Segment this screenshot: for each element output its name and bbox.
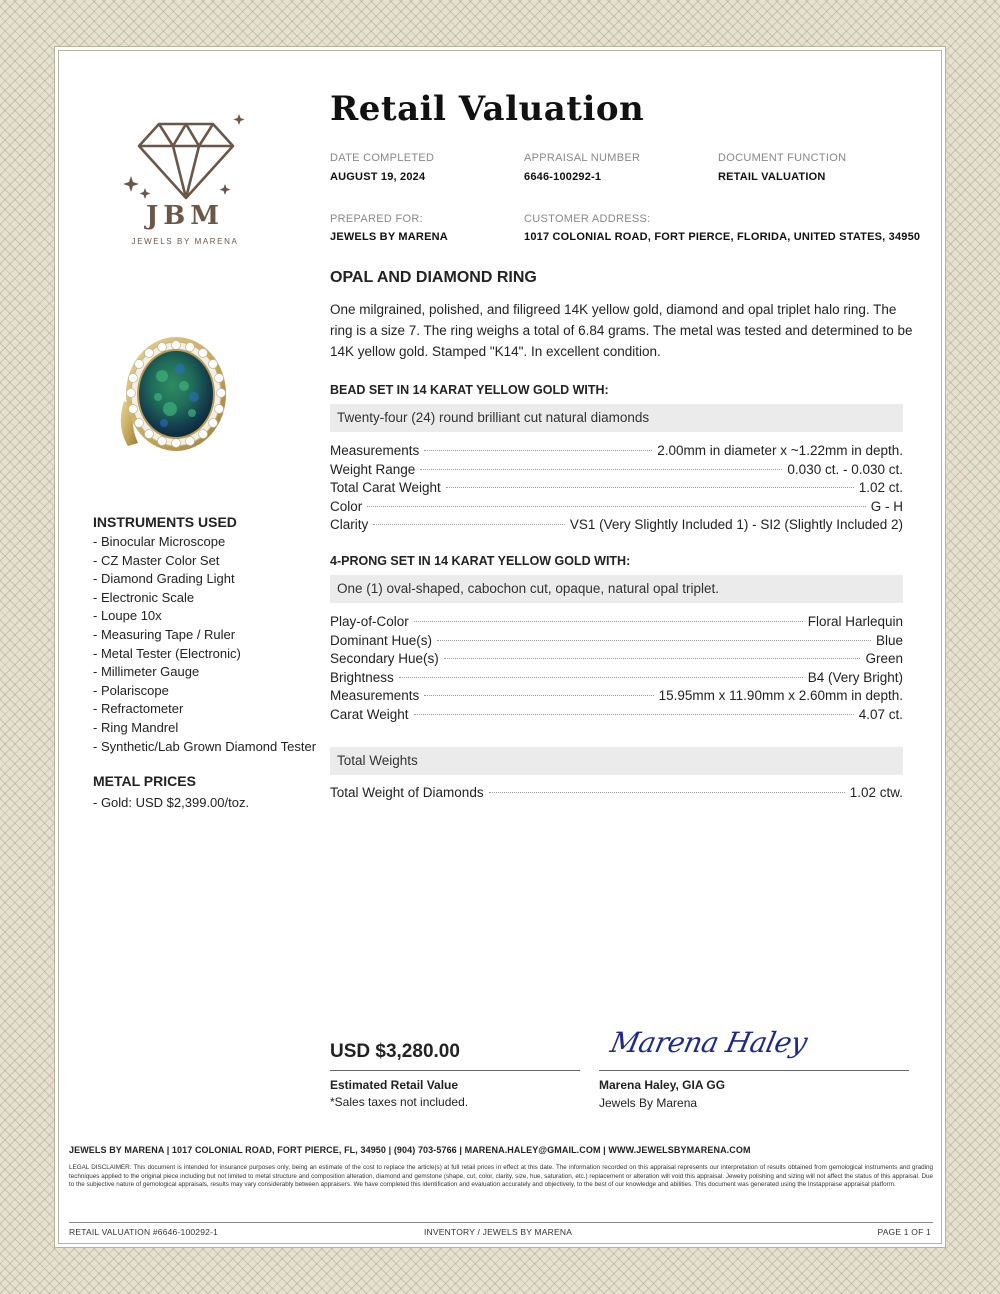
- document-function-label: DOCUMENT FUNCTION: [718, 152, 847, 164]
- footer-center: INVENTORY / JEWELS BY MARENA: [424, 1227, 573, 1237]
- spec-row: Secondary Hue(s) Green: [330, 651, 903, 666]
- appraiser-company: Jewels By Marena: [599, 1096, 698, 1110]
- logo-letters: JBM: [145, 201, 225, 231]
- list-item: - Metal Tester (Electronic): [93, 645, 241, 661]
- price-rule: [330, 1070, 580, 1071]
- diamond-logo-icon: [121, 106, 251, 201]
- metal-prices-title: METAL PRICES: [93, 773, 196, 789]
- metal-prices-list: [93, 794, 333, 813]
- spec-row: Measurements 2.00mm in diameter x ~1.22mm in depth.: [330, 443, 903, 458]
- ring-photo: [114, 331, 234, 456]
- list-item: - Measuring Tape / Ruler: [93, 626, 236, 642]
- diamond-summary-band: Twenty-four (24) round brilliant cut natural diamonds: [330, 404, 903, 432]
- sales-tax-note: *Sales taxes not included.: [330, 1095, 469, 1109]
- spec-row: Clarity VS1 (Very Slightly Included 1) - SI2 (Slightly Included 2): [330, 517, 903, 532]
- customer-address-value: 1017 COLONIAL ROAD, FORT PIERCE, FLORIDA, UNITED STATES, 34950: [524, 231, 921, 243]
- footer-page: PAGE 1 OF 1: [877, 1227, 931, 1237]
- list-item: - Ring Mandrel: [93, 719, 179, 735]
- instruments-list: [93, 533, 333, 756]
- diamond-details: [330, 442, 903, 535]
- list-item: - Polariscope: [93, 682, 169, 698]
- customer-address-label: CUSTOMER ADDRESS:: [524, 213, 651, 225]
- spec-row: Carat Weight 4.07 ct.: [330, 706, 903, 722]
- signature-script: Marena Haley: [607, 1026, 810, 1059]
- appraiser-name: Marena Haley, GIA GG: [599, 1078, 726, 1092]
- prepared-for-value: JEWELS BY MARENA: [330, 231, 448, 243]
- spec-row: Total Weight of Diamonds 1.02 ctw.: [330, 785, 903, 800]
- diamond-setting-heading: BEAD SET IN 14 KARAT YELLOW GOLD WITH:: [330, 383, 609, 397]
- item-description: One milgrained, polished, and filigreed 14K yellow gold, diamond and opal triplet halo ring. The ring is a size 7. The ring weighs a total of 6.84 grams. The metal was tested and determined to be 14K yellow gold. Stamped "K14". In excellent condition.: [330, 302, 913, 359]
- list-item: - Diamond Grading Light: [93, 571, 235, 587]
- appraisal-number-label: APPRAISAL NUMBER: [524, 152, 641, 164]
- spec-row: Color G - H: [330, 498, 903, 514]
- list-item: - Electronic Scale: [93, 589, 195, 605]
- list-item: - Gold: USD $2,399.00/toz.: [93, 795, 250, 810]
- spec-row: Measurements 15.95mm x 11.90mm x 2.60mm in depth.: [330, 688, 903, 703]
- spec-row: Play-of-Color Floral Harlequin: [330, 614, 903, 629]
- legal-disclaimer: LEGAL DISCLAIMER: This document is intended for insurance purposes only, being an estimate of the cost to replace the article(s) at full retail prices in effect at this date. The information recorded on this appraisal represents our interpretation of results obtained from gemological instruments and grading techniques applied to the original piece including but not limited to metal structure and composition alteration, diamond and gemstone (shape, cut, color, clarity, size, hue, saturation, etc.) replacement or alteration will void this appraisal. Jewelry polishing and sizing will not affect the status of this appraisal. Due to the subjective nature of gemological appraisals, results may vary considerably between appraisers. We have completed this identification and evaluation accurately and objectively, to the best of our knowledge and abilities. This document was generated using the Instappraise appraisal platform.: [69, 1164, 933, 1189]
- list-item: - CZ Master Color Set: [93, 552, 220, 568]
- instruments-title: INSTRUMENTS USED: [93, 514, 237, 530]
- footer-contact: JEWELS BY MARENA | 1017 COLONIAL ROAD, FORT PIERCE, FL, 34950 | (904) 703-5766 | MARENA.HALEY@GMAIL.COM | WWW.JEWELSBYMARENA.COM: [69, 1145, 751, 1155]
- footer-rule: [69, 1222, 933, 1223]
- document-title: Retail Valuation: [330, 89, 645, 129]
- opal-details: [330, 613, 903, 724]
- spec-row: Weight Range 0.030 ct. - 0.030 ct.: [330, 461, 903, 477]
- spec-row: Total Carat Weight 1.02 ct.: [330, 480, 903, 495]
- list-item: - Refractometer: [93, 701, 184, 717]
- certificate-sheet: [58, 50, 942, 1244]
- logo-subtitle: JEWELS BY MARENA: [131, 237, 239, 246]
- opal-setting-heading: 4-PRONG SET IN 14 KARAT YELLOW GOLD WITH:: [330, 554, 631, 568]
- list-item: - Synthetic/Lab Grown Diamond Tester: [93, 738, 317, 754]
- spec-row: Brightness B4 (Very Bright): [330, 669, 903, 685]
- list-item: - Loupe 10x: [93, 608, 162, 624]
- retail-value-amount: USD $3,280.00: [330, 1041, 460, 1062]
- date-completed-label: DATE COMPLETED: [330, 152, 435, 164]
- total-weights-details: [330, 784, 903, 803]
- opal-summary-band: One (1) oval-shaped, cabochon cut, opaque, natural opal triplet.: [330, 575, 903, 603]
- list-item: - Binocular Microscope: [93, 534, 226, 549]
- item-title: OPAL AND DIAMOND RING: [330, 269, 537, 286]
- total-weights-band: Total Weights: [330, 747, 903, 775]
- retail-value-label: Estimated Retail Value: [330, 1078, 459, 1092]
- footer-left: RETAIL VALUATION #6646-100292-1: [69, 1227, 219, 1237]
- document-function-value: RETAIL VALUATION: [718, 171, 826, 183]
- date-completed-value: AUGUST 19, 2024: [330, 171, 426, 183]
- appraisal-number-value: 6646-100292-1: [524, 171, 602, 183]
- prepared-for-label: PREPARED FOR:: [330, 213, 423, 225]
- signature-rule: [599, 1070, 909, 1071]
- list-item: - Millimeter Gauge: [93, 664, 200, 680]
- spec-row: Dominant Hue(s) Blue: [330, 632, 903, 648]
